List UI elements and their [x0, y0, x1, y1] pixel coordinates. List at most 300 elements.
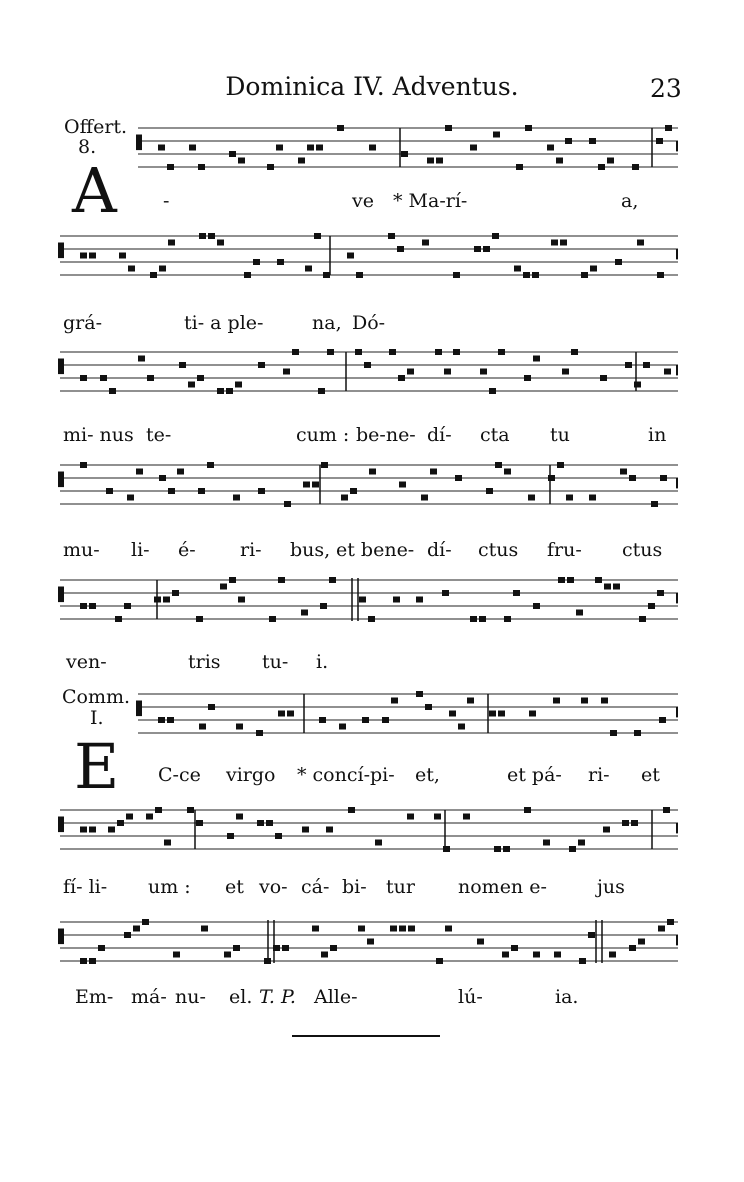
neume: [236, 724, 243, 730]
lyric: tu: [550, 424, 570, 446]
neume: [355, 349, 362, 355]
lyric: cum :: [296, 424, 350, 446]
neume: [609, 952, 616, 958]
page-title: Dominica IV. Adventus.: [225, 72, 519, 101]
neume: [367, 939, 374, 945]
clef-icon: [58, 587, 64, 603]
lyric: vo-: [259, 876, 288, 898]
neume: [631, 820, 638, 826]
communion-mode: I.: [90, 707, 104, 729]
neume: [100, 375, 107, 381]
neume: [323, 272, 330, 278]
neume: [600, 375, 607, 381]
neume: [643, 362, 650, 368]
neume: [511, 945, 518, 951]
clef-icon: [58, 243, 64, 259]
neume: [208, 233, 215, 239]
lyric: i.: [316, 651, 329, 673]
lyric: mu-: [63, 539, 100, 561]
neume: [622, 820, 629, 826]
neume: [329, 577, 336, 583]
neume: [389, 349, 396, 355]
neume: [516, 164, 523, 170]
neume: [292, 349, 299, 355]
offertory-label: Offert.: [64, 116, 128, 138]
neume: [604, 584, 611, 590]
end-rule: [292, 1035, 440, 1037]
neume: [347, 253, 354, 259]
neume: [659, 717, 666, 723]
neume: [408, 926, 415, 932]
neume: [513, 590, 520, 596]
neume: [348, 807, 355, 813]
lyric: a,: [621, 190, 639, 212]
lyric: ia.: [555, 986, 579, 1008]
neume: [391, 698, 398, 704]
neume: [514, 266, 521, 272]
neume: [658, 926, 665, 932]
neume: [557, 462, 564, 468]
neume: [533, 356, 540, 362]
neume: [648, 603, 655, 609]
neume: [229, 151, 236, 157]
neume: [98, 945, 105, 951]
neume: [610, 730, 617, 736]
lyric: dí-: [427, 424, 452, 446]
neume: [503, 846, 510, 852]
neume: [603, 827, 610, 833]
lyric: fí- li-: [63, 876, 108, 898]
neume: [620, 469, 627, 475]
neume: [453, 272, 460, 278]
neume: [607, 158, 614, 164]
neume: [146, 814, 153, 820]
lyric: nu-: [175, 986, 206, 1008]
neume: [303, 482, 310, 488]
neume: [581, 698, 588, 704]
neume: [359, 597, 366, 603]
neume: [253, 259, 260, 265]
neume: [547, 145, 554, 151]
neume: [578, 840, 585, 846]
neume: [126, 814, 133, 820]
neume: [364, 362, 371, 368]
neume: [197, 375, 204, 381]
neume: [168, 488, 175, 494]
neume: [115, 616, 122, 622]
lyric: et: [641, 764, 660, 786]
neume: [226, 388, 233, 394]
lyric: ve: [352, 190, 374, 212]
neume: [158, 717, 165, 723]
neume: [634, 382, 641, 388]
lyric: dí-: [427, 539, 452, 561]
neume: [382, 717, 389, 723]
neume: [108, 827, 115, 833]
neume: [407, 814, 414, 820]
neume: [571, 349, 578, 355]
lyric: bi-: [342, 876, 367, 898]
communion-initial: E: [74, 730, 120, 803]
lyric: el.: [229, 986, 253, 1008]
neume: [656, 138, 663, 144]
lyric: na,: [312, 312, 342, 334]
neume: [307, 145, 314, 151]
neume: [632, 164, 639, 170]
neume: [196, 820, 203, 826]
neume: [449, 711, 456, 717]
neume: [327, 349, 334, 355]
neume: [312, 926, 319, 932]
neume: [267, 164, 274, 170]
neume: [124, 603, 131, 609]
neume: [369, 469, 376, 475]
lyric: tu-: [262, 651, 289, 673]
clef-icon: [136, 701, 142, 717]
lyric: tris: [188, 651, 221, 673]
neume: [562, 369, 569, 375]
neume: [560, 240, 567, 246]
neume: [305, 266, 312, 272]
neume: [117, 820, 124, 826]
neume: [477, 939, 484, 945]
neume: [127, 495, 134, 501]
neume: [224, 952, 231, 958]
neume: [444, 369, 451, 375]
neume: [109, 388, 116, 394]
neume: [244, 272, 251, 278]
neume: [427, 158, 434, 164]
lyric: grá-: [63, 312, 102, 334]
neume: [142, 919, 149, 925]
neume: [368, 616, 375, 622]
neume: [147, 375, 154, 381]
neume: [278, 577, 285, 583]
neume: [258, 362, 265, 368]
neume: [664, 369, 671, 375]
neume: [80, 253, 87, 259]
neume: [266, 820, 273, 826]
neume: [89, 958, 96, 964]
neume: [436, 158, 443, 164]
neume: [579, 958, 586, 964]
neume: [258, 488, 265, 494]
neume: [177, 469, 184, 475]
neume: [637, 240, 644, 246]
neume: [498, 349, 505, 355]
lyric: Alle-: [314, 986, 358, 1008]
neume: [442, 590, 449, 596]
neume: [163, 597, 170, 603]
neume: [173, 952, 180, 958]
neume: [445, 926, 452, 932]
lyric: et: [225, 876, 244, 898]
neume: [556, 158, 563, 164]
neume: [198, 488, 205, 494]
neume: [164, 840, 171, 846]
neume: [312, 482, 319, 488]
neume: [551, 240, 558, 246]
lyric: ven-: [66, 651, 107, 673]
neume: [330, 945, 337, 951]
neume: [154, 597, 161, 603]
neume: [298, 158, 305, 164]
neume: [159, 266, 166, 272]
lyric: bus,: [290, 539, 331, 561]
neume: [657, 590, 664, 596]
lyric: ri-: [588, 764, 610, 786]
neume: [80, 958, 87, 964]
neume: [128, 266, 135, 272]
lyric: in: [648, 424, 667, 446]
neume: [155, 807, 162, 813]
clef-icon: [58, 817, 64, 833]
lyric: jus: [597, 876, 625, 898]
neume: [495, 462, 502, 468]
neume: [341, 495, 348, 501]
lyric: virgo: [226, 764, 276, 786]
neume: [80, 603, 87, 609]
neume: [227, 833, 234, 839]
neume: [276, 145, 283, 151]
lyric: -: [163, 190, 170, 212]
neume: [138, 356, 145, 362]
neume: [273, 945, 280, 951]
neume: [302, 827, 309, 833]
neume: [369, 145, 376, 151]
neume: [498, 711, 505, 717]
neume: [504, 469, 511, 475]
neume: [436, 958, 443, 964]
neume: [502, 952, 509, 958]
offertory-initial: A: [72, 154, 117, 227]
lyric: um :: [148, 876, 191, 898]
neume: [80, 375, 87, 381]
neume: [480, 369, 487, 375]
neume: [590, 266, 597, 272]
communion-label: Comm.: [62, 686, 131, 708]
neume: [201, 926, 208, 932]
neume: [399, 926, 406, 932]
neume: [264, 958, 271, 964]
neume: [486, 488, 493, 494]
lyric: mi- nus: [63, 424, 134, 446]
neume: [565, 138, 572, 144]
lyric: et pá-: [507, 764, 562, 786]
neume: [269, 616, 276, 622]
page-number: 23: [650, 74, 682, 103]
neume: [528, 495, 535, 501]
neume: [337, 125, 344, 131]
neume: [362, 717, 369, 723]
neume: [321, 462, 328, 468]
neume: [634, 730, 641, 736]
neume: [665, 125, 672, 131]
neume: [523, 272, 530, 278]
neume: [399, 482, 406, 488]
lyric: é-: [178, 539, 196, 561]
neume: [208, 704, 215, 710]
neume: [388, 233, 395, 239]
neume: [657, 272, 664, 278]
neume: [434, 814, 441, 820]
neume: [350, 488, 357, 494]
neume: [625, 362, 632, 368]
offertory-mode: 8.: [78, 136, 97, 158]
neume: [320, 603, 327, 609]
neume: [398, 375, 405, 381]
neume: [229, 577, 236, 583]
neume: [660, 475, 667, 481]
neume: [189, 145, 196, 151]
neume: [453, 349, 460, 355]
lyric: et bene-: [336, 539, 415, 561]
lyric: Dó-: [352, 312, 386, 334]
neume: [493, 132, 500, 138]
lyric: lú-: [458, 986, 483, 1008]
neume: [567, 577, 574, 583]
lyric: tur: [386, 876, 415, 898]
neume: [397, 246, 404, 252]
neume: [199, 724, 206, 730]
neume: [393, 597, 400, 603]
neume: [524, 375, 531, 381]
neume: [529, 711, 536, 717]
clef-icon: [58, 359, 64, 375]
neume: [445, 125, 452, 131]
clef-icon: [136, 135, 142, 151]
neume: [554, 952, 561, 958]
neume: [80, 462, 87, 468]
neume: [301, 610, 308, 616]
neume: [326, 827, 333, 833]
neume: [198, 164, 205, 170]
lyric: et,: [415, 764, 440, 786]
neume: [356, 272, 363, 278]
neume: [598, 164, 605, 170]
neume: [589, 495, 596, 501]
neume: [533, 952, 540, 958]
neume: [470, 616, 477, 622]
neume: [504, 616, 511, 622]
neume: [492, 233, 499, 239]
lyric: ctus: [478, 539, 519, 561]
lyric: fru-: [547, 539, 582, 561]
neume: [106, 488, 113, 494]
neume: [167, 717, 174, 723]
neume: [133, 926, 140, 932]
neume: [553, 698, 560, 704]
neume: [217, 388, 224, 394]
neume: [375, 840, 382, 846]
neume: [422, 240, 429, 246]
lyric: ri-: [240, 539, 262, 561]
neume: [588, 932, 595, 938]
neume: [390, 926, 397, 932]
neume: [463, 814, 470, 820]
neume: [615, 259, 622, 265]
neume: [407, 369, 414, 375]
neume: [287, 711, 294, 717]
neume: [236, 814, 243, 820]
neume: [421, 495, 428, 501]
neume: [167, 164, 174, 170]
lyric: Em-: [75, 986, 114, 1008]
lyric: nomen e-: [458, 876, 547, 898]
neume: [318, 388, 325, 394]
neume: [339, 724, 346, 730]
neume: [89, 827, 96, 833]
lyric: te-: [146, 424, 172, 446]
lyric: C-ce: [158, 764, 201, 786]
neume: [235, 382, 242, 388]
neume: [455, 475, 462, 481]
neume: [667, 919, 674, 925]
neume: [494, 846, 501, 852]
neume: [196, 616, 203, 622]
neume: [316, 145, 323, 151]
neume: [283, 369, 290, 375]
neume: [187, 807, 194, 813]
lyric-tempus-paschale: T. P.: [259, 986, 296, 1008]
neume: [629, 475, 636, 481]
neume: [188, 382, 195, 388]
neume: [595, 577, 602, 583]
neume: [220, 584, 227, 590]
neume: [416, 597, 423, 603]
lyric: li-: [131, 539, 150, 561]
neume: [543, 840, 550, 846]
neume: [172, 590, 179, 596]
lyric: cta: [480, 424, 510, 446]
neume: [416, 691, 423, 697]
neume: [119, 253, 126, 259]
neume: [80, 827, 87, 833]
lyric: ti- a ple-: [184, 312, 264, 334]
neume: [435, 349, 442, 355]
neume: [430, 469, 437, 475]
neume: [629, 945, 636, 951]
neume: [639, 616, 646, 622]
neume: [613, 584, 620, 590]
neume: [238, 597, 245, 603]
neume: [470, 145, 477, 151]
neume: [284, 501, 291, 507]
neume: [319, 717, 326, 723]
neume: [638, 939, 645, 945]
neume: [601, 698, 608, 704]
neume: [532, 272, 539, 278]
neume: [217, 240, 224, 246]
neume: [168, 240, 175, 246]
neume: [581, 272, 588, 278]
neume: [533, 603, 540, 609]
neume: [483, 246, 490, 252]
neume: [425, 704, 432, 710]
neume: [474, 246, 481, 252]
neume: [179, 362, 186, 368]
neume: [238, 158, 245, 164]
lyric: * concí-pi-: [297, 764, 395, 786]
neume: [256, 730, 263, 736]
lyric: ctus: [622, 539, 663, 561]
neume: [566, 495, 573, 501]
neume: [275, 833, 282, 839]
neume: [207, 462, 214, 468]
neume: [479, 616, 486, 622]
neume: [158, 145, 165, 151]
neume: [282, 945, 289, 951]
